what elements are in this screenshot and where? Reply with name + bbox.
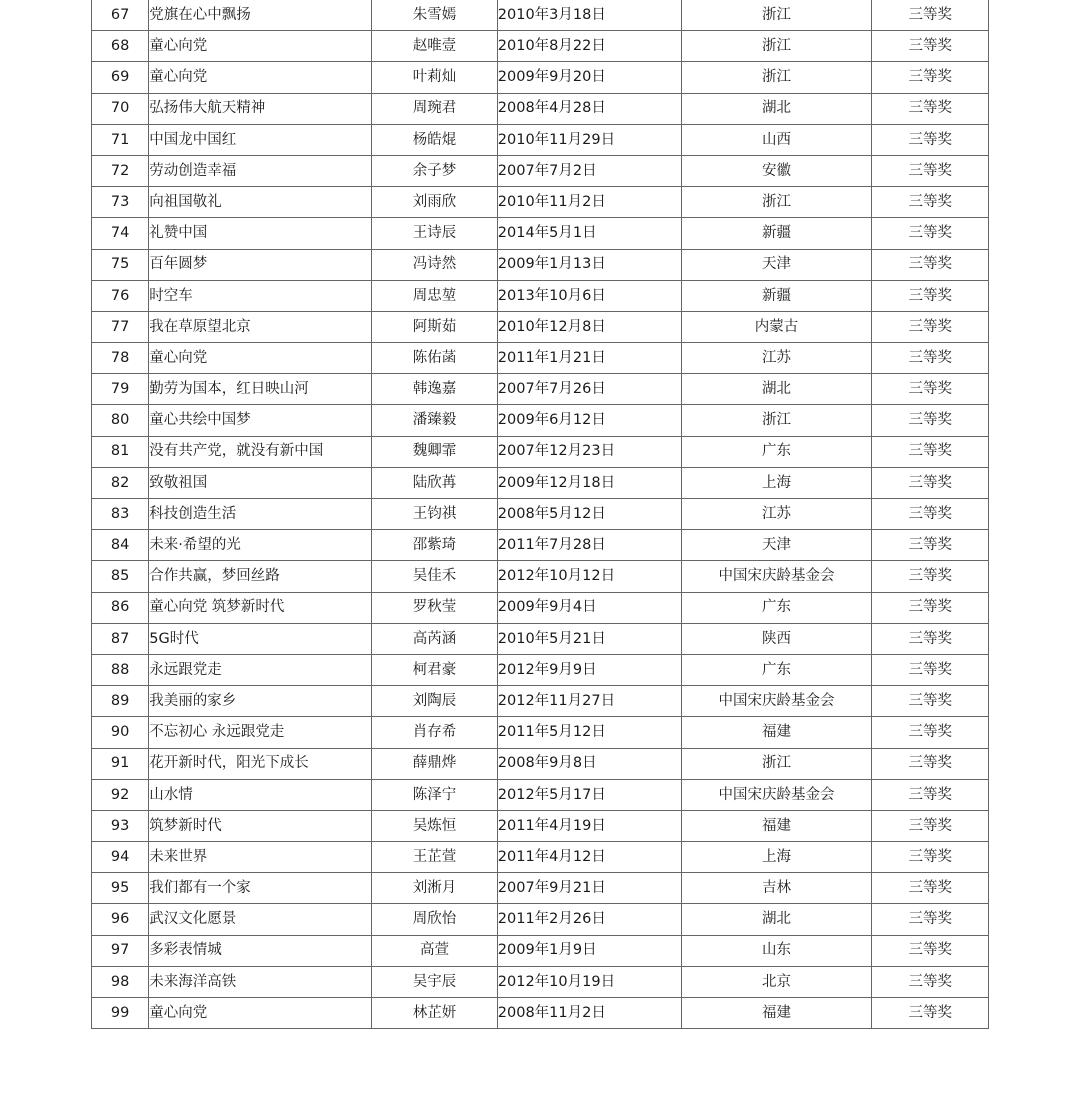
- table-row: [92, 904, 989, 935]
- cell-author-name: 潘臻毅: [372, 405, 498, 436]
- cell-work-title: 我们都有一个家: [149, 873, 372, 904]
- cell-award: 三等奖: [872, 561, 989, 592]
- cell-work-title: 童心向党: [149, 62, 372, 93]
- cell-region: 北京: [681, 966, 872, 997]
- cell-birth-date: 2010年12月8日: [497, 311, 681, 342]
- cell-award: 三等奖: [872, 467, 989, 498]
- cell-work-title: 童心共绘中国梦: [149, 405, 372, 436]
- cell-work-title: 5G时代: [149, 623, 372, 654]
- cell-work-title: 山水情: [149, 779, 372, 810]
- cell-birth-date: 2007年7月2日: [497, 155, 681, 186]
- cell-birth-date: 2007年12月23日: [497, 436, 681, 467]
- cell-work-title: 科技创造生活: [149, 499, 372, 530]
- cell-birth-date: 2010年5月21日: [497, 623, 681, 654]
- cell-birth-date: 2012年10月12日: [497, 561, 681, 592]
- cell-author-name: 韩逸嘉: [372, 374, 498, 405]
- cell-number: 80: [92, 405, 149, 436]
- cell-author-name: 陈佑菡: [372, 343, 498, 374]
- table-row: [92, 966, 989, 997]
- cell-number: 90: [92, 717, 149, 748]
- cell-region: 陕西: [681, 623, 872, 654]
- cell-number: 92: [92, 779, 149, 810]
- cell-number: 87: [92, 623, 149, 654]
- cell-work-title: 劳动创造幸福: [149, 155, 372, 186]
- cell-work-title: 童心向党: [149, 31, 372, 62]
- cell-award: 三等奖: [872, 717, 989, 748]
- cell-birth-date: 2012年11月27日: [497, 686, 681, 717]
- cell-birth-date: 2008年4月28日: [497, 93, 681, 124]
- table-row: [92, 654, 989, 685]
- cell-author-name: 叶莉灿: [372, 62, 498, 93]
- cell-award: 三等奖: [872, 810, 989, 841]
- cell-work-title: 礼赞中国: [149, 218, 372, 249]
- cell-author-name: 吴炼恒: [372, 810, 498, 841]
- cell-region: 广东: [681, 592, 872, 623]
- cell-region: 福建: [681, 998, 872, 1029]
- cell-number: 67: [92, 0, 149, 31]
- cell-author-name: 刘陶辰: [372, 686, 498, 717]
- cell-work-title: 合作共赢，梦回丝路: [149, 561, 372, 592]
- cell-region: 湖北: [681, 93, 872, 124]
- cell-work-title: 永远跟党走: [149, 654, 372, 685]
- table-row: [92, 249, 989, 280]
- cell-birth-date: 2012年9月9日: [497, 654, 681, 685]
- cell-award: 三等奖: [872, 311, 989, 342]
- table-row: [92, 436, 989, 467]
- cell-author-name: 刘淅月: [372, 873, 498, 904]
- cell-award: 三等奖: [872, 436, 989, 467]
- cell-work-title: 武汉文化愿景: [149, 904, 372, 935]
- cell-number: 96: [92, 904, 149, 935]
- cell-number: 77: [92, 311, 149, 342]
- cell-award: 三等奖: [872, 62, 989, 93]
- cell-region: 福建: [681, 810, 872, 841]
- cell-number: 68: [92, 31, 149, 62]
- cell-award: 三等奖: [872, 374, 989, 405]
- table-row: [92, 748, 989, 779]
- cell-region: 天津: [681, 530, 872, 561]
- cell-work-title: 向祖国敬礼: [149, 187, 372, 218]
- cell-birth-date: 2009年9月4日: [497, 592, 681, 623]
- cell-work-title: 未来·希望的光: [149, 530, 372, 561]
- cell-author-name: 肖存希: [372, 717, 498, 748]
- cell-birth-date: 2009年12月18日: [497, 467, 681, 498]
- table-row: [92, 623, 989, 654]
- cell-award: 三等奖: [872, 779, 989, 810]
- table-row: [92, 31, 989, 62]
- cell-birth-date: 2011年4月19日: [497, 810, 681, 841]
- cell-number: 93: [92, 810, 149, 841]
- cell-author-name: 高芮涵: [372, 623, 498, 654]
- cell-author-name: 魏卿霏: [372, 436, 498, 467]
- cell-region: 山东: [681, 935, 872, 966]
- table-row: [92, 124, 989, 155]
- table-row: [92, 280, 989, 311]
- cell-region: 中国宋庆龄基金会: [681, 686, 872, 717]
- cell-region: 新疆: [681, 280, 872, 311]
- table-row: [92, 218, 989, 249]
- table-row: [92, 187, 989, 218]
- cell-birth-date: 2011年5月12日: [497, 717, 681, 748]
- cell-award: 三等奖: [872, 748, 989, 779]
- cell-number: 82: [92, 467, 149, 498]
- cell-region: 福建: [681, 717, 872, 748]
- cell-award: 三等奖: [872, 998, 989, 1029]
- cell-region: 中国宋庆龄基金会: [681, 561, 872, 592]
- cell-work-title: 我美丽的家乡: [149, 686, 372, 717]
- cell-number: 86: [92, 592, 149, 623]
- cell-author-name: 吴佳禾: [372, 561, 498, 592]
- cell-birth-date: 2008年9月8日: [497, 748, 681, 779]
- table-row: [92, 998, 989, 1029]
- cell-author-name: 冯诗然: [372, 249, 498, 280]
- table-row: [92, 686, 989, 717]
- table-row: [92, 374, 989, 405]
- cell-work-title: 弘扬伟大航天精神: [149, 93, 372, 124]
- cell-birth-date: 2007年7月26日: [497, 374, 681, 405]
- cell-author-name: 杨皓焜: [372, 124, 498, 155]
- cell-region: 湖北: [681, 904, 872, 935]
- cell-award: 三等奖: [872, 124, 989, 155]
- cell-author-name: 吴宇辰: [372, 966, 498, 997]
- cell-number: 97: [92, 935, 149, 966]
- cell-number: 99: [92, 998, 149, 1029]
- table-row: [92, 842, 989, 873]
- cell-region: 新疆: [681, 218, 872, 249]
- cell-number: 79: [92, 374, 149, 405]
- cell-birth-date: 2013年10月6日: [497, 280, 681, 311]
- cell-number: 84: [92, 530, 149, 561]
- cell-region: 广东: [681, 436, 872, 467]
- cell-award: 三等奖: [872, 405, 989, 436]
- cell-number: 94: [92, 842, 149, 873]
- cell-region: 浙江: [681, 31, 872, 62]
- cell-work-title: 童心向党: [149, 343, 372, 374]
- table-row: [92, 530, 989, 561]
- table-row: [92, 93, 989, 124]
- cell-region: 安徽: [681, 155, 872, 186]
- cell-author-name: 高萱: [372, 935, 498, 966]
- table-row: [92, 779, 989, 810]
- cell-award: 三等奖: [872, 93, 989, 124]
- cell-award: 三等奖: [872, 343, 989, 374]
- cell-work-title: 多彩表情城: [149, 935, 372, 966]
- cell-work-title: 未来海洋高铁: [149, 966, 372, 997]
- cell-work-title: 童心向党 筑梦新时代: [149, 592, 372, 623]
- cell-number: 95: [92, 873, 149, 904]
- cell-region: 浙江: [681, 748, 872, 779]
- table-row: [92, 343, 989, 374]
- table-row: [92, 0, 989, 31]
- cell-author-name: 周忠堃: [372, 280, 498, 311]
- cell-birth-date: 2011年7月28日: [497, 530, 681, 561]
- cell-region: 山西: [681, 124, 872, 155]
- cell-number: 85: [92, 561, 149, 592]
- cell-number: 98: [92, 966, 149, 997]
- cell-award: 三等奖: [872, 499, 989, 530]
- cell-author-name: 罗秋莹: [372, 592, 498, 623]
- cell-birth-date: 2012年5月17日: [497, 779, 681, 810]
- cell-number: 71: [92, 124, 149, 155]
- cell-work-title: 未来世界: [149, 842, 372, 873]
- cell-number: 83: [92, 499, 149, 530]
- table-row: [92, 62, 989, 93]
- cell-author-name: 赵唯壹: [372, 31, 498, 62]
- cell-birth-date: 2010年11月29日: [497, 124, 681, 155]
- cell-birth-date: 2007年9月21日: [497, 873, 681, 904]
- table-row: [92, 155, 989, 186]
- cell-award: 三等奖: [872, 873, 989, 904]
- cell-region: 浙江: [681, 405, 872, 436]
- awards-table-body: [92, 0, 989, 1029]
- cell-birth-date: 2009年9月20日: [497, 62, 681, 93]
- cell-work-title: 筑梦新时代: [149, 810, 372, 841]
- cell-author-name: 柯君豪: [372, 654, 498, 685]
- cell-author-name: 王芷萱: [372, 842, 498, 873]
- cell-number: 69: [92, 62, 149, 93]
- cell-work-title: 勤劳为国本，红日映山河: [149, 374, 372, 405]
- cell-birth-date: 2014年5月1日: [497, 218, 681, 249]
- cell-birth-date: 2010年8月22日: [497, 31, 681, 62]
- cell-author-name: 周欣怡: [372, 904, 498, 935]
- cell-work-title: 党旗在心中飘扬: [149, 0, 372, 31]
- cell-number: 73: [92, 187, 149, 218]
- cell-birth-date: 2009年1月9日: [497, 935, 681, 966]
- cell-number: 91: [92, 748, 149, 779]
- cell-award: 三等奖: [872, 155, 989, 186]
- cell-award: 三等奖: [872, 592, 989, 623]
- cell-work-title: 童心向党: [149, 998, 372, 1029]
- cell-award: 三等奖: [872, 842, 989, 873]
- cell-birth-date: 2010年11月2日: [497, 187, 681, 218]
- cell-author-name: 林芷妍: [372, 998, 498, 1029]
- cell-region: 广东: [681, 654, 872, 685]
- cell-award: 三等奖: [872, 530, 989, 561]
- cell-birth-date: 2008年11月2日: [497, 998, 681, 1029]
- cell-work-title: 致敬祖国: [149, 467, 372, 498]
- cell-work-title: 没有共产党，就没有新中国: [149, 436, 372, 467]
- cell-author-name: 陆欣苒: [372, 467, 498, 498]
- cell-region: 浙江: [681, 187, 872, 218]
- cell-work-title: 我在草原望北京: [149, 311, 372, 342]
- cell-work-title: 时空车: [149, 280, 372, 311]
- cell-number: 88: [92, 654, 149, 685]
- cell-author-name: 刘雨欣: [372, 187, 498, 218]
- cell-award: 三等奖: [872, 623, 989, 654]
- table-row: [92, 467, 989, 498]
- cell-award: 三等奖: [872, 966, 989, 997]
- cell-award: 三等奖: [872, 218, 989, 249]
- cell-region: 浙江: [681, 62, 872, 93]
- cell-author-name: 王钧祺: [372, 499, 498, 530]
- cell-author-name: 余子梦: [372, 155, 498, 186]
- cell-author-name: 陈泽宁: [372, 779, 498, 810]
- cell-award: 三等奖: [872, 0, 989, 31]
- cell-birth-date: 2010年3月18日: [497, 0, 681, 31]
- awards-table: [91, 0, 989, 1029]
- cell-birth-date: 2009年6月12日: [497, 405, 681, 436]
- cell-birth-date: 2011年4月12日: [497, 842, 681, 873]
- cell-award: 三等奖: [872, 31, 989, 62]
- cell-birth-date: 2011年2月26日: [497, 904, 681, 935]
- table-row: [92, 405, 989, 436]
- cell-region: 内蒙古: [681, 311, 872, 342]
- cell-author-name: 朱雪嫣: [372, 0, 498, 31]
- table-row: [92, 592, 989, 623]
- cell-number: 76: [92, 280, 149, 311]
- cell-birth-date: 2008年5月12日: [497, 499, 681, 530]
- cell-work-title: 花开新时代，阳光下成长: [149, 748, 372, 779]
- cell-region: 中国宋庆龄基金会: [681, 779, 872, 810]
- cell-region: 湖北: [681, 374, 872, 405]
- cell-birth-date: 2012年10月19日: [497, 966, 681, 997]
- cell-award: 三等奖: [872, 187, 989, 218]
- cell-region: 上海: [681, 842, 872, 873]
- cell-award: 三等奖: [872, 280, 989, 311]
- cell-number: 78: [92, 343, 149, 374]
- cell-region: 吉林: [681, 873, 872, 904]
- cell-region: 浙江: [681, 0, 872, 31]
- cell-region: 上海: [681, 467, 872, 498]
- cell-work-title: 百年圆梦: [149, 249, 372, 280]
- cell-work-title: 中国龙中国红: [149, 124, 372, 155]
- cell-birth-date: 2011年1月21日: [497, 343, 681, 374]
- cell-number: 74: [92, 218, 149, 249]
- table-row: [92, 561, 989, 592]
- cell-award: 三等奖: [872, 904, 989, 935]
- cell-author-name: 薛鼎烨: [372, 748, 498, 779]
- cell-author-name: 邵紫琦: [372, 530, 498, 561]
- table-row: [92, 499, 989, 530]
- table-row: [92, 717, 989, 748]
- cell-birth-date: 2009年1月13日: [497, 249, 681, 280]
- cell-number: 70: [92, 93, 149, 124]
- table-row: [92, 311, 989, 342]
- cell-number: 75: [92, 249, 149, 280]
- cell-award: 三等奖: [872, 654, 989, 685]
- cell-number: 81: [92, 436, 149, 467]
- cell-author-name: 王诗辰: [372, 218, 498, 249]
- table-row: [92, 873, 989, 904]
- cell-author-name: 阿斯茹: [372, 311, 498, 342]
- cell-award: 三等奖: [872, 686, 989, 717]
- table-row: [92, 810, 989, 841]
- cell-number: 72: [92, 155, 149, 186]
- cell-region: 天津: [681, 249, 872, 280]
- cell-work-title: 不忘初心 永远跟党走: [149, 717, 372, 748]
- table-row: [92, 935, 989, 966]
- cell-award: 三等奖: [872, 249, 989, 280]
- cell-region: 江苏: [681, 343, 872, 374]
- cell-author-name: 周琬君: [372, 93, 498, 124]
- cell-number: 89: [92, 686, 149, 717]
- cell-region: 江苏: [681, 499, 872, 530]
- cell-award: 三等奖: [872, 935, 989, 966]
